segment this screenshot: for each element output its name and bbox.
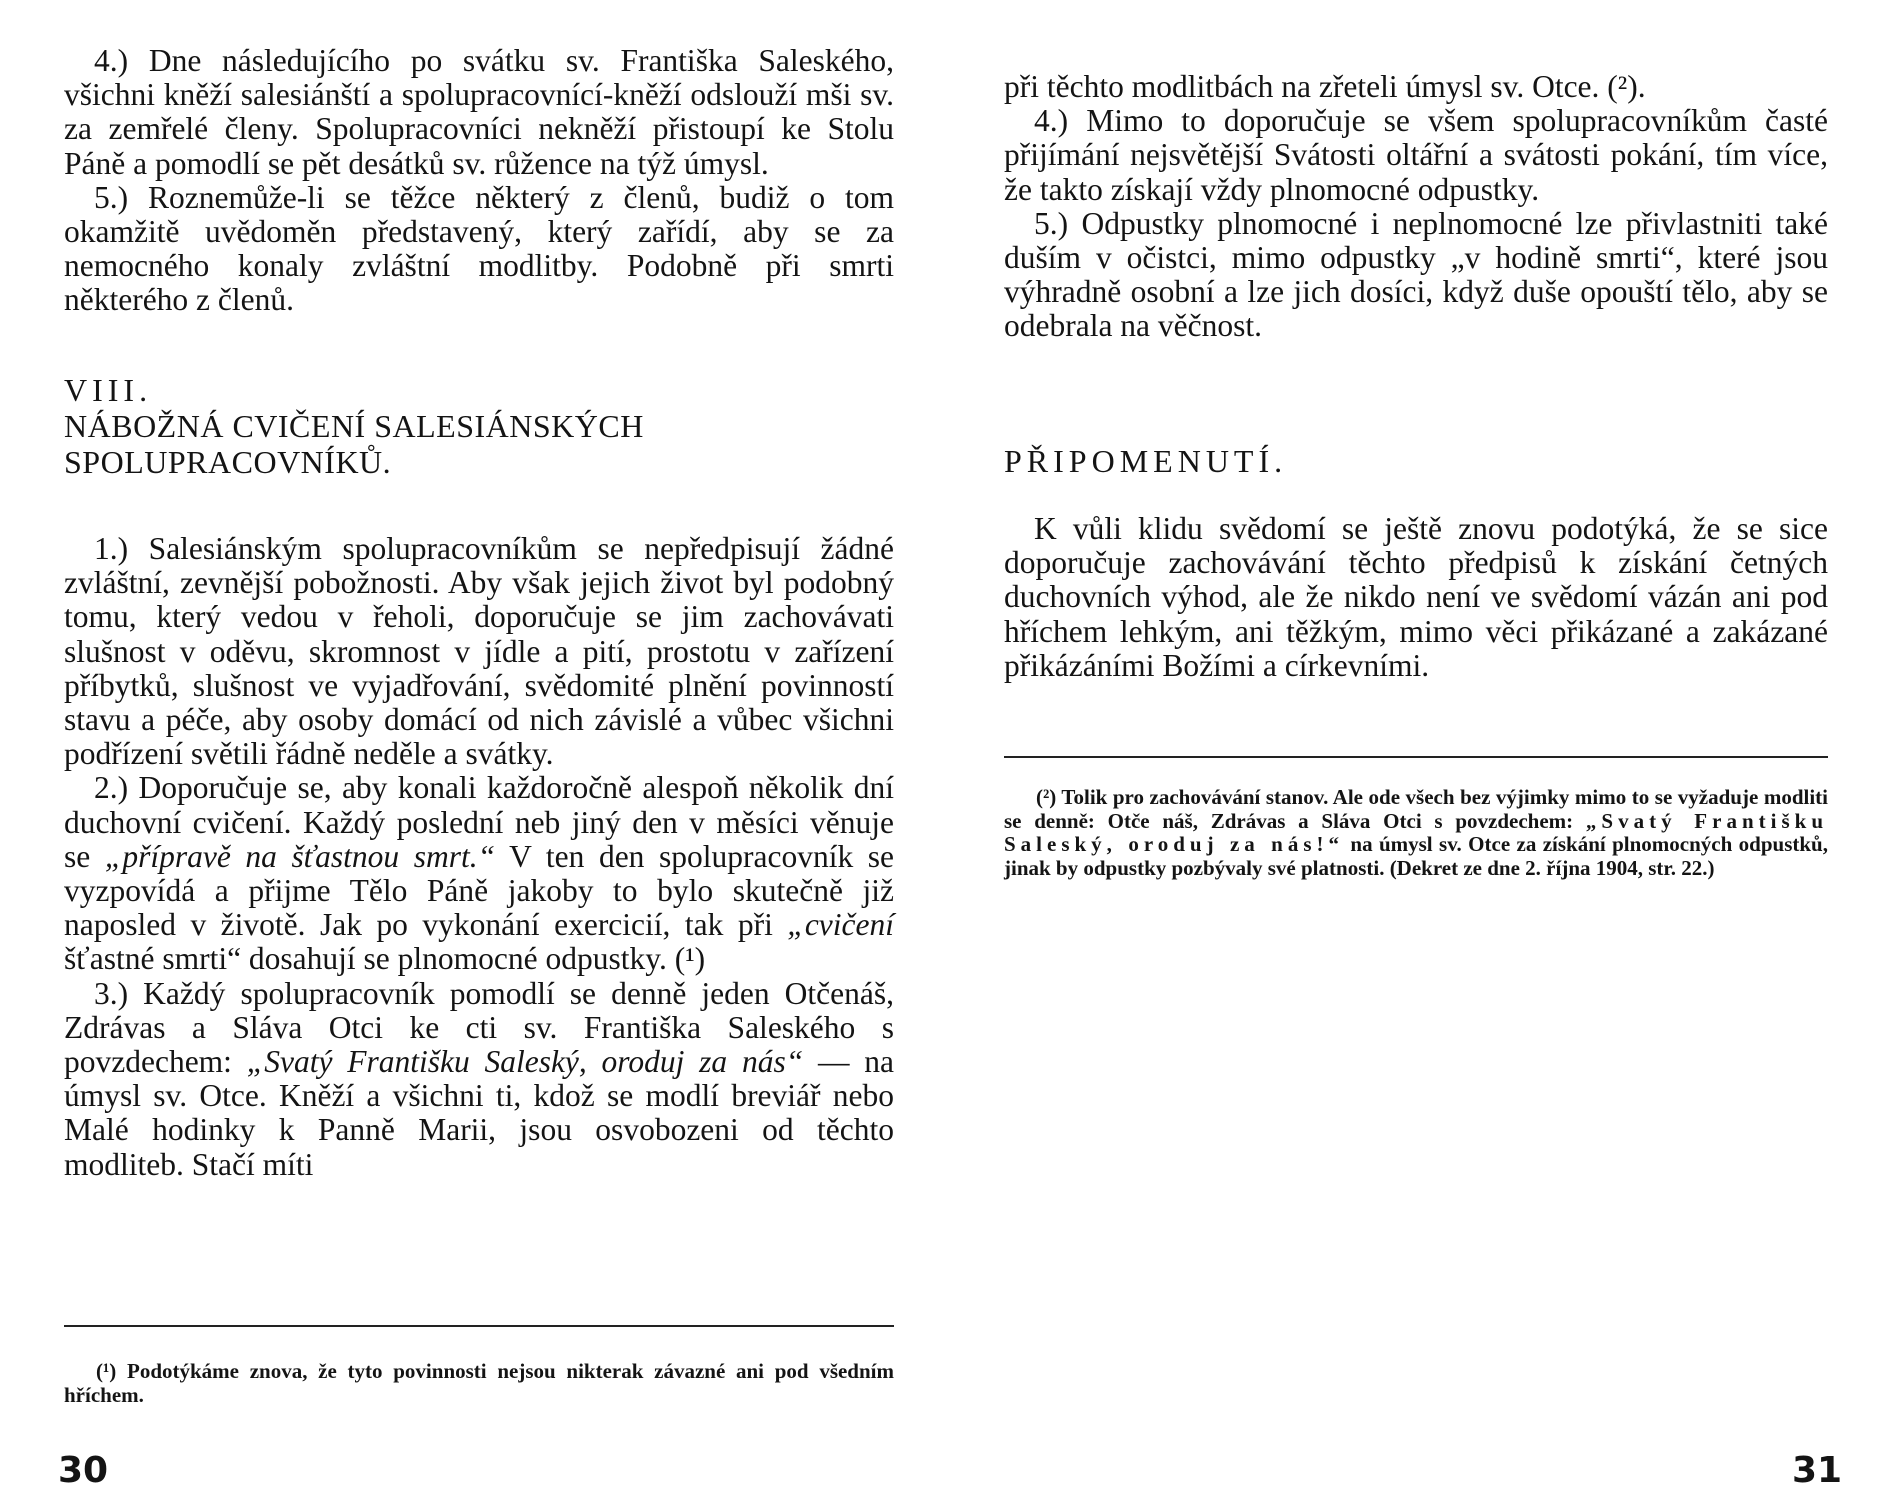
paragraph-2-text-a: 2.) Doporučuje se, aby konali každoročně alespoň několik dní duchovní cvičení. Každý poslední neb jiný den v měsíci věnuje se — [64, 770, 894, 874]
paragraph-2-italic-a: „přípravě na šťastnou smrt.“ — [104, 838, 496, 874]
reminder-heading: PŘIPOMENUTÍ. — [1004, 443, 1288, 479]
left-body-main — [64, 532, 894, 1182]
paragraph-3-text-a: 3.) Každý spolupracovník pomodlí se denně jeden Otčenáš, Zdrávas a Sláva Otci ke cti sv. Františka Saleského s povzdechem: — [64, 975, 894, 1080]
footnote-1: (¹) Podotýkáme znova, že tyto povinnosti nejsou nikterak závazné ani pod všedním hříchem. — [64, 1359, 894, 1407]
section-number: VIII. — [64, 372, 153, 408]
paragraph-4: 4.) Dne následujícího po svátku sv. Františka Saleského, všichni kněží salesiánští a spolupracovnící-kněží odslouží mši sv. za zemřelé členy. Spolupracovníci nekněží přistoupí ke Stolu Páně a pomodlí se pět desátků sv. růžence na týž úmysl. — [64, 43, 894, 181]
footnote-2-text-b: na úmysl sv. Otce za získání plnomocných odpustků, jinak by odpustky pozbývaly své platnosti. (Dekret ze dne 2. října 1904, str. 22.) — [1004, 832, 1828, 880]
paragraph-3-text-b: — na úmysl sv. Otce. Kněží a všichni ti, kdož se modlí breviář nebo Malé hodinky k Panně Marii, jsou osvobozeni od těchto modliteb. Stačí míti — [64, 1044, 895, 1182]
paragraph-3 — [64, 977, 894, 1182]
paragraph-2-italic-b: „cvičení — [787, 907, 894, 943]
paragraph-2-text-c: šťastné smrti“ dosahují se plnomocné odpustky. (¹) — [64, 941, 706, 977]
paragraph-2 — [64, 771, 894, 976]
footnote-divider — [64, 1325, 894, 1327]
paragraph-3-italic: „Svatý Františku Saleský, oroduj za nás“ — [246, 1044, 804, 1080]
paragraph-5-right: 5.) Odpustky plnomocné i neplnomocné lze přivlastniti také duším v očistci, mimo odpustky „v hodině smrti“, které jsou výhradně osobní a lze jich dosíci, když duše opouští tělo, aby se odebrala na věčnost. — [1004, 205, 1828, 344]
right-footnote-block — [1004, 786, 1828, 880]
section-heading — [64, 372, 894, 480]
paragraph-5: 5.) Roznemůže-li se těžce některý z členů, budiž o tom okamžitě uvědoměn představený, který zařídí, aby se za nemocného konaly zvláštní modlitby. Podobně při smrti některého z členů. — [64, 179, 894, 318]
footnote-divider-right — [1004, 756, 1828, 758]
footnote-2-spaced: „Svatý Františku Saleský, oroduj za nás!“ — [1004, 808, 1828, 856]
left-footnote-block — [64, 1360, 894, 1407]
reminder-paragraph: K vůli klidu svědomí se ještě znovu podotýká, že se sice doporučuje zachovávání těchto předpisů k získání četných duchovních výhod, ale že nikdo není ve svědomí vázán ani pod hříchem lehkým, ani těžkým, mimo věci přikázané a zakázané přikázáními Božími a církevními. — [1004, 511, 1828, 683]
footnote-2-text-a: (²) Tolik pro zachovávání stanov. Ale ode všech bez výjimky mimo to se vyžaduje modliti se denně: Otče náš, Zdrávas a Sláva Otci s povzdechem: — [1004, 785, 1828, 833]
paragraph-2-text-b: V ten den spolupracovník se vyzpovídá a přijme Tělo Páně jakoby to bylo skutečně již naposled v životě. Jak po vykonání exercicií, tak při — [64, 838, 895, 943]
section-title-line1: NÁBOŽNÁ CVIČENÍ SALESIÁNSKÝCH — [64, 408, 644, 444]
section-title-line2: SPOLUPRACOVNÍKŮ. — [64, 444, 392, 480]
paragraph-1: 1.) Salesiánským spolupracovníkům se nepředpisují žádné zvláštní, zevnější pobožnosti. Aby však jejich život byl podobný tomu, který vedou v řeholi, doporučuje se jim zachovávati slušnost v oděvu, skromnost v jídle a pití, prostotu v zařízení příbytků, slušnost ve vyjadřování, svědomité plnění povinností stavu a péče, aby osoby domácí od nich závislé a vůbec všichni podřízení světili řádně neděle a svátky. — [64, 531, 894, 772]
page-number-right: 31 — [1792, 1450, 1843, 1491]
right-page — [940, 0, 1880, 1500]
right-body-top — [1004, 70, 1828, 344]
right-body-note — [1004, 512, 1828, 683]
paragraph-4-right: 4.) Mimo to doporučuje se všem spolupracovníkům časté přijímání nejsvětější Svátosti oltářní a svátosti pokání, tím více, že takto získají vždy plnomocné odpustky. — [1004, 103, 1828, 207]
page-number-left: 30 — [58, 1450, 109, 1491]
footnote-2 — [1004, 786, 1828, 880]
left-body-top — [64, 44, 894, 318]
reminder-heading-block — [1004, 443, 1828, 479]
paragraph-continuation: při těchto modlitbách na zřeteli úmysl sv. Otce. (²). — [1004, 69, 1646, 104]
